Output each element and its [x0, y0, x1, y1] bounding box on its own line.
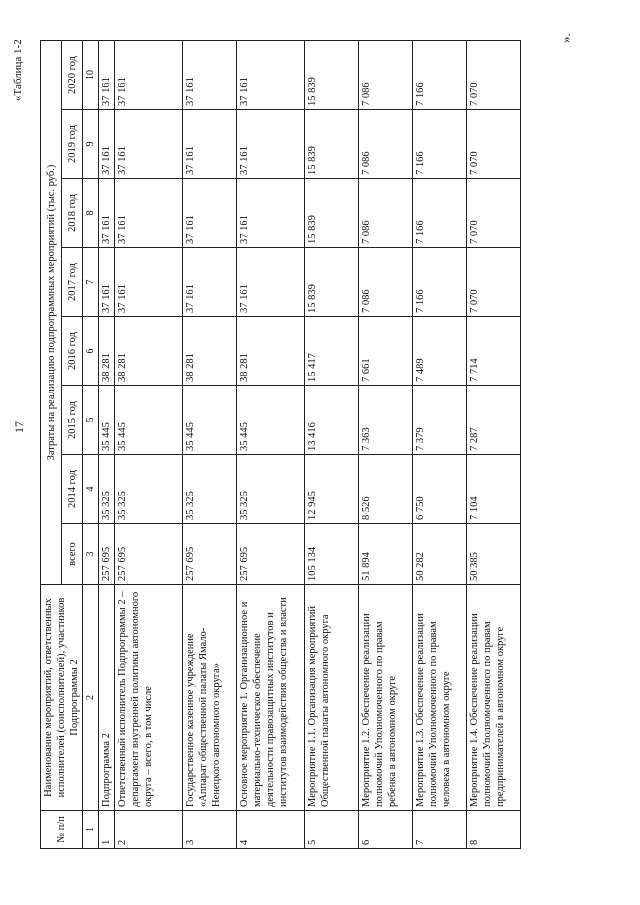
- row-number: 3: [183, 811, 237, 849]
- row-number: 7: [413, 811, 467, 849]
- header-year: 2020 год: [62, 41, 83, 110]
- row-value: 7 287: [467, 386, 521, 455]
- row-value: 15 839: [305, 179, 359, 248]
- row-value: 257 695: [237, 524, 305, 585]
- row-value: 37 161: [183, 110, 237, 179]
- row-value: 15 839: [305, 41, 359, 110]
- row-value: 12 945: [305, 455, 359, 524]
- table-row: [99, 41, 115, 849]
- column-index: 3: [83, 524, 99, 585]
- row-value: 7 363: [359, 386, 413, 455]
- cost-table: [40, 40, 521, 849]
- row-value: 7 489: [413, 317, 467, 386]
- column-index: 4: [83, 455, 99, 524]
- header-year: 2014 год: [62, 455, 83, 524]
- row-value: 7 166: [413, 110, 467, 179]
- table-row: [413, 41, 467, 849]
- table-label: «Таблица 1-2: [12, 39, 24, 101]
- header-year: 2015 год: [62, 386, 83, 455]
- row-value: 7 086: [359, 248, 413, 317]
- row-number: 6: [359, 811, 413, 849]
- row-value: 257 695: [99, 524, 115, 585]
- row-value: 6 750: [413, 455, 467, 524]
- row-value: 37 161: [237, 41, 305, 110]
- row-name: Мероприятие 1.3. Обеспечение реализации полномочий Уполномоченного по правам человека в автономном округе: [413, 585, 467, 811]
- header-year: 2017 год: [62, 248, 83, 317]
- closing-quote: ».: [558, 33, 573, 43]
- row-name: Подпрограмма 2: [99, 585, 115, 811]
- row-value: 38 281: [237, 317, 305, 386]
- row-value: 15 839: [305, 248, 359, 317]
- row-value: 37 161: [99, 110, 115, 179]
- row-value: 7 104: [467, 455, 521, 524]
- row-value: 37 161: [115, 248, 183, 317]
- table-row: [467, 41, 521, 849]
- row-value: 38 281: [183, 317, 237, 386]
- row-value: 35 325: [115, 455, 183, 524]
- row-value: 37 161: [183, 179, 237, 248]
- row-value: 35 325: [99, 455, 115, 524]
- row-value: 37 161: [115, 179, 183, 248]
- row-name: Мероприятие 1.4. Обеспечение реализации полномочий Уполномоченного по правам предпринимателей в автономном округе: [467, 585, 521, 811]
- row-value: 37 161: [99, 179, 115, 248]
- row-number: 4: [237, 811, 305, 849]
- row-name: Ответственный исполнитель Подпрограммы 2 – департамент внутренней политики автономного округа – всего, в том числе: [115, 585, 183, 811]
- row-value: 7 070: [467, 41, 521, 110]
- column-index: 5: [83, 386, 99, 455]
- column-index: 9: [83, 110, 99, 179]
- row-value: 7 379: [413, 386, 467, 455]
- row-name: Государственное казенное учреждение «Аппарат общественной палаты Ямало-Ненецкого автономного округа»: [183, 585, 237, 811]
- row-value: 7 086: [359, 41, 413, 110]
- column-index: 7: [83, 248, 99, 317]
- row-value: 50 282: [413, 524, 467, 585]
- row-value: 7 070: [467, 179, 521, 248]
- table-row: [359, 41, 413, 849]
- row-value: 35 325: [237, 455, 305, 524]
- row-number: 1: [99, 811, 115, 849]
- row-value: 7 661: [359, 317, 413, 386]
- row-number: 8: [467, 811, 521, 849]
- row-value: 257 695: [115, 524, 183, 585]
- column-index: 6: [83, 317, 99, 386]
- row-value: 35 445: [183, 386, 237, 455]
- row-number: 5: [305, 811, 359, 849]
- column-index: 10: [83, 41, 99, 110]
- row-value: 8 526: [359, 455, 413, 524]
- header-year: 2016 год: [62, 317, 83, 386]
- row-value: 7 166: [413, 248, 467, 317]
- row-value: 37 161: [183, 41, 237, 110]
- row-value: 35 445: [99, 386, 115, 455]
- row-value: 37 161: [115, 41, 183, 110]
- row-value: 51 894: [359, 524, 413, 585]
- row-name: Основное мероприятие 1. Организационное и материально-техническое обеспечение деятельности правозащитных институтов и институтов взаимодействия общества и власти: [237, 585, 305, 811]
- row-value: 15 417: [305, 317, 359, 386]
- row-value: 37 161: [115, 110, 183, 179]
- header-name: Наименование мероприятий, ответственных исполнителей (соисполнителей), участников Подпрограммы 2: [41, 585, 83, 811]
- row-value: 7 070: [467, 110, 521, 179]
- row-value: 7 714: [467, 317, 521, 386]
- table-row: [305, 41, 359, 849]
- header-year: 2018 год: [62, 179, 83, 248]
- row-value: 37 161: [237, 179, 305, 248]
- column-index: 2: [83, 585, 99, 811]
- row-value: 7 086: [359, 110, 413, 179]
- table-row: [237, 41, 305, 849]
- row-name: Мероприятие 1.1. Организация мероприятий Общественной палаты автономного округа: [305, 585, 359, 811]
- row-value: 105 134: [305, 524, 359, 585]
- row-value: 38 281: [99, 317, 115, 386]
- row-value: 35 445: [115, 386, 183, 455]
- row-value: 7 086: [359, 179, 413, 248]
- row-value: 37 161: [237, 248, 305, 317]
- row-value: 50 385: [467, 524, 521, 585]
- row-value: 38 281: [115, 317, 183, 386]
- row-value: 37 161: [237, 110, 305, 179]
- row-value: 35 445: [237, 386, 305, 455]
- header-num: № п/п: [41, 811, 83, 849]
- table-row: [183, 41, 237, 849]
- row-value: 15 839: [305, 110, 359, 179]
- column-index: 8: [83, 179, 99, 248]
- row-value: 13 416: [305, 386, 359, 455]
- row-number: 2: [115, 811, 183, 849]
- page-number: 17: [12, 421, 26, 433]
- column-index: 1: [83, 811, 99, 849]
- row-value: 257 695: [183, 524, 237, 585]
- row-name: Мероприятие 1.2. Обеспечение реализации полномочий Уполномоченного по правам ребенка в автономном округе: [359, 585, 413, 811]
- row-value: 7 166: [413, 41, 467, 110]
- row-value: 7 070: [467, 248, 521, 317]
- row-value: 37 161: [99, 248, 115, 317]
- row-value: 37 161: [183, 248, 237, 317]
- row-value: 7 166: [413, 179, 467, 248]
- header-year: 2019 год: [62, 110, 83, 179]
- row-value: 37 161: [99, 41, 115, 110]
- row-value: 35 325: [183, 455, 237, 524]
- header-costs: Затраты на реализацию подпрограммных мероприятий (тыс. руб.): [41, 41, 62, 585]
- header-total: всего: [62, 524, 83, 585]
- table-row: [115, 41, 183, 849]
